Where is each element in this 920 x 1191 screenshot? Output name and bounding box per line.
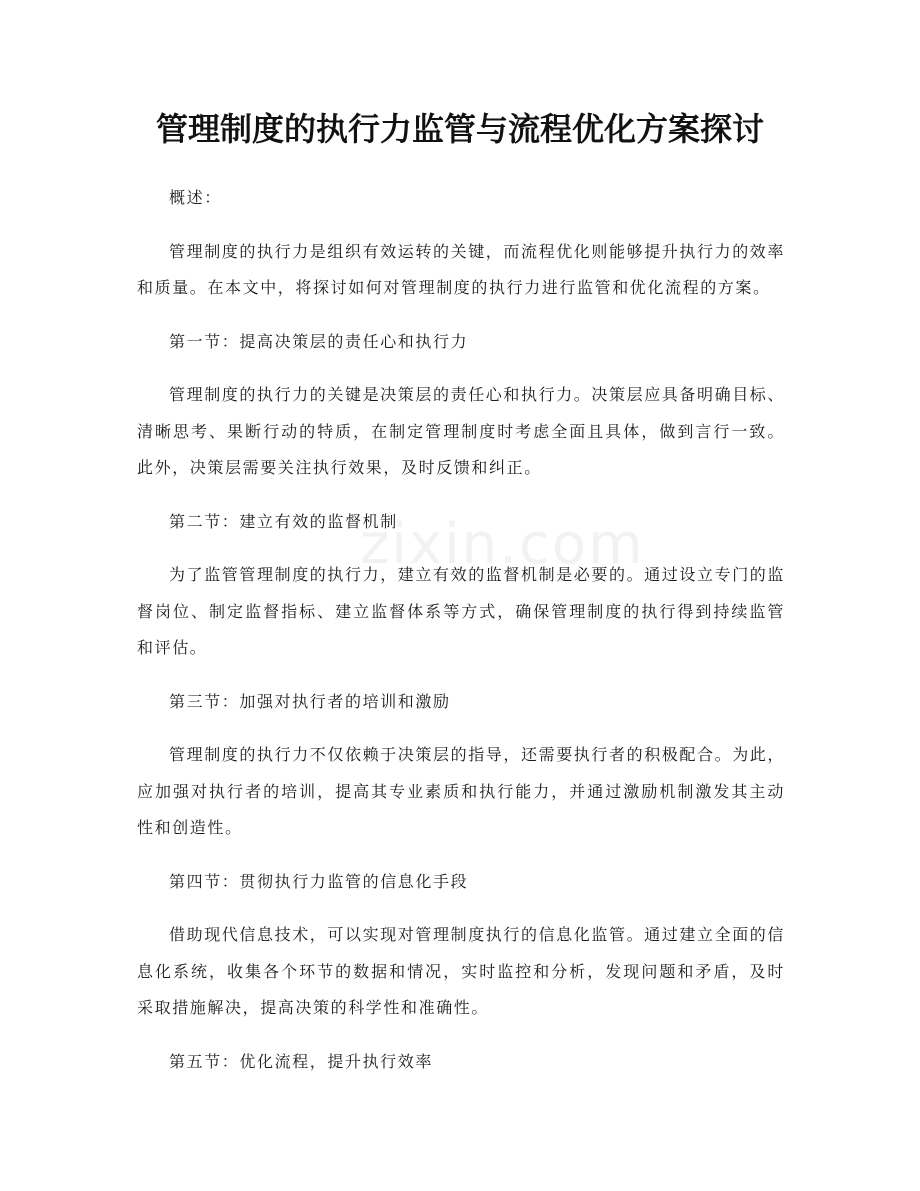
watermark: zixin.com <box>360 512 645 577</box>
section-3-paragraph: 管理制度的执行力不仅依赖于决策层的指导，还需要执行者的积极配合。为此，应加强对执行者的培训，提高其专业素质和执行能力，并通过激励机制激发其主动性和创造性。 <box>137 745 786 837</box>
section-4-heading: 第四节：贯彻执行力监管的信息化手段 <box>169 871 469 891</box>
section-2-heading: 第二节：建立有效的监督机制 <box>169 511 398 531</box>
document-title: 管理制度的执行力监管与流程优化方案探讨 <box>155 110 764 148</box>
section-2-paragraph: 为了监管管理制度的执行力，建立有效的监督机制是必要的。通过设立专门的监督岗位、制定监督指标、建立监督体系等方式，确保管理制度的执行得到持续监管和评估。 <box>137 565 786 657</box>
section-4-paragraph: 借助现代信息技术，可以实现对管理制度执行的信息化监管。通过建立全面的信息化系统，收集各个环节的数据和情况，实时监控和分析，发现问题和矛盾，及时采取措施解决，提高决策的科学性和准确性。 <box>137 925 786 1017</box>
section-1-heading: 第一节：提高决策层的责任心和执行力 <box>169 331 469 351</box>
section-5-heading: 第五节：优化流程，提升执行效率 <box>169 1051 434 1071</box>
overview-heading: 概述： <box>169 188 222 207</box>
section-1-paragraph: 管理制度的执行力的关键是决策层的责任心和执行力。决策层应具备明确目标、清晰思考、果断行动的特质，在制定管理制度时考虑全面且具体，做到言行一致。此外，决策层需要关注执行效果，及时反馈和纠正。 <box>137 385 786 477</box>
overview-paragraph: 管理制度的执行力是组织有效运转的关键，而流程优化则能够提升执行力的效率和质量。在本文中，将探讨如何对管理制度的执行力进行监管和优化流程的方案。 <box>137 241 786 297</box>
document-body <box>137 180 785 1097</box>
section-3-heading: 第三节：加强对执行者的培训和激励 <box>169 691 451 711</box>
